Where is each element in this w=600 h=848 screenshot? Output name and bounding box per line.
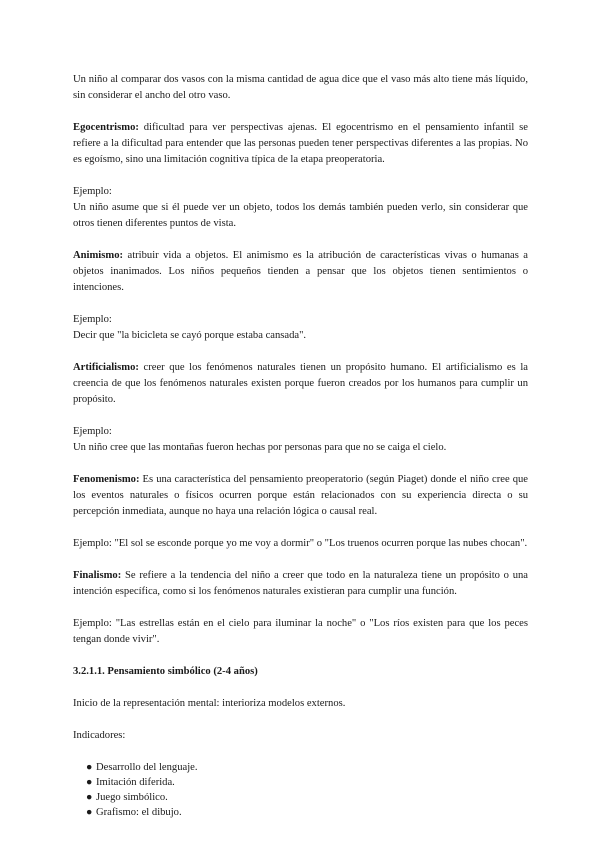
intro-example-paragraph: Un niño al comparar dos vasos con la misma cantidad de agua dice que el vaso más alto tiene más líquido, sin considerar el ancho del otro vaso. [73,74,528,101]
section-intro-paragraph: Inicio de la representación mental: interioriza modelos externos. [73,698,346,709]
finalismo-example-paragraph: Ejemplo: "Las estrellas están en el cielo para iluminar la noche" o "Los ríos existen para que los peces tengan donde vivir". [73,618,528,645]
section-heading: 3.2.1.1. Pensamiento simbólico (2-4 años) [73,666,258,677]
indicators-label: Indicadores: [73,730,126,741]
artificialismo-definition: creer que los fenómenos naturales tienen un propósito humano. El artificialismo es la creencia de que los fenómenos naturales existen porque fueron creados por los humanos para cumplir un propósito. [73,362,528,405]
fenomenismo-paragraph [73,472,528,520]
egocentrismo-example-paragraph [73,184,528,232]
fenomenismo-term: Fenomenismo: [73,474,140,485]
document-content [73,72,528,820]
artificialismo-term: Artificialismo: [73,362,139,373]
bullet-icon: ● [86,762,93,773]
animismo-example-text: Decir que "la bicicleta se cayó porque estaba cansada". [73,330,307,341]
egocentrismo-example-text: Un niño asume que si él puede ver un objeto, todos los demás también pueden verlo, sin considerar que otros tienen diferentes puntos de vista. [73,202,528,229]
list-item-text: Desarrollo del lenguaje. [96,762,198,773]
list-item-text: Imitación diferida. [96,777,175,788]
fenomenismo-definition: Es una característica del pensamiento preoperatorio (según Piaget) donde el niño cree que los eventos naturales o físicos ocurren porque están relacionados con su experiencia directa o su percepción inmediata, aunque no haya una relación lógica o causal real. [73,474,528,517]
bullet-icon: ● [86,777,93,788]
egocentrismo-term: Egocentrismo: [73,122,139,133]
list-item [86,760,528,775]
list-item [86,775,528,790]
animismo-paragraph [73,248,528,296]
animismo-example-paragraph [73,312,528,344]
list-item [86,805,528,820]
finalismo-term: Finalismo: [73,570,122,581]
finalismo-paragraph [73,568,528,600]
bullet-icon: ● [86,792,93,803]
animismo-term: Animismo: [73,250,124,261]
list-item-text: Grafismo: el dibujo. [96,807,182,818]
egocentrismo-paragraph [73,120,528,168]
list-item-text: Juego simbólico. [96,792,168,803]
indicators-list [73,760,528,820]
animismo-example-label: Ejemplo: [73,314,112,325]
artificialismo-example-paragraph [73,424,528,456]
list-item [86,790,528,805]
artificialismo-example-label: Ejemplo: [73,426,112,437]
fenomenismo-example-paragraph: Ejemplo: "El sol se esconde porque yo me voy a dormir" o "Los truenos ocurren porque las nubes chocan". [73,538,528,549]
artificialismo-paragraph [73,360,528,408]
artificialismo-example-text: Un niño cree que las montañas fueron hechas por personas para que no se caiga el cielo. [73,442,447,453]
bullet-icon: ● [86,807,93,818]
animismo-definition: atribuir vida a objetos. El animismo es la atribución de características vivas o humanas a objetos inanimados. Los niños pequeños tienden a pensar que los objetos tienen sentimientos o intenciones. [73,250,528,293]
egocentrismo-example-label: Ejemplo: [73,186,112,197]
egocentrismo-definition: dificultad para ver perspectivas ajenas. El egocentrismo en el pensamiento infantil se refiere a la dificultad para entender que las personas pueden tener perspectivas diferentes a las propias. No es egoísmo, sino una limitación cognitiva típica de la etapa preoperatoria. [73,122,528,165]
finalismo-definition: Se refiere a la tendencia del niño a creer que todo en la naturaleza tiene un propósito o una intención específica, como si los fenómenos naturales existieran para cumplir una función. [73,570,528,597]
